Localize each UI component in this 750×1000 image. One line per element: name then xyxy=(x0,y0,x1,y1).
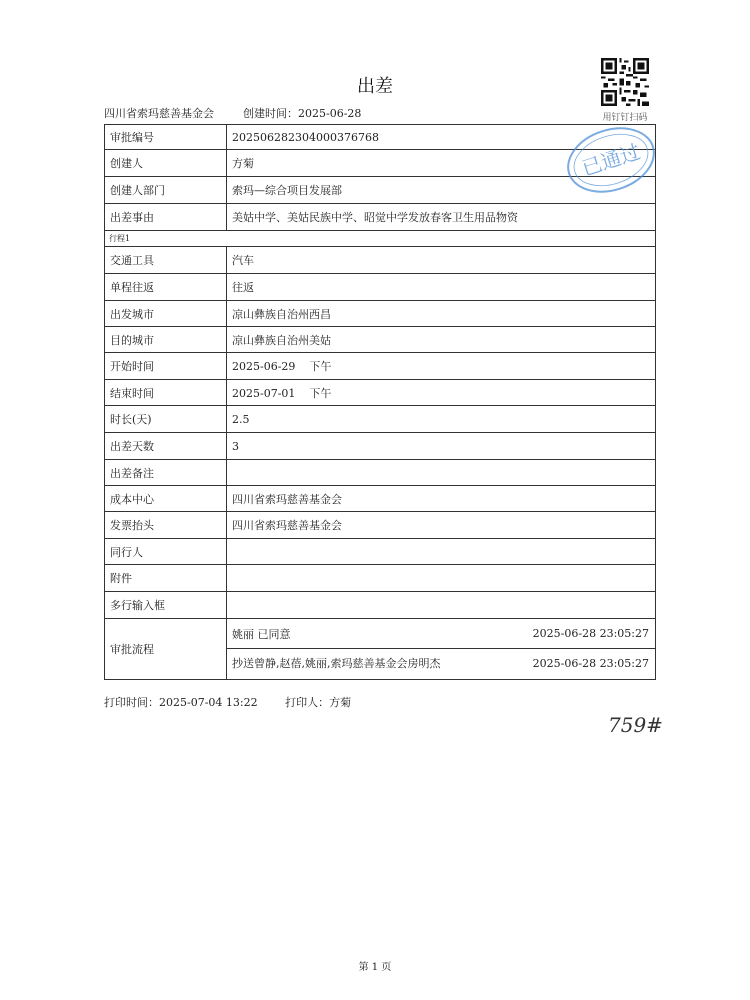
field-value: 2025-06-29 下午 xyxy=(232,360,332,373)
trip-form-table xyxy=(104,124,656,680)
field-label: 出差天数 xyxy=(105,433,227,459)
field-value: 往返 xyxy=(232,281,254,294)
page-number: 第 1 页 xyxy=(358,962,392,973)
field-label: 单程往返 xyxy=(105,274,227,300)
field-value: 凉山彝族自治州美姑 xyxy=(232,333,331,347)
approval-step-time: 2025-06-28 23:05:27 xyxy=(532,656,649,670)
section-label-trip: 行程1 xyxy=(105,231,655,247)
field-label: 同行人 xyxy=(105,539,227,564)
approved-stamp xyxy=(561,122,661,198)
field-label: 目的城市 xyxy=(105,327,227,352)
form-row-trip-days xyxy=(105,433,655,460)
field-label: 审批流程 xyxy=(105,619,227,679)
approval-step xyxy=(227,619,655,648)
stamp-text: 已通过 xyxy=(578,139,644,181)
field-label: 结束时间 xyxy=(105,380,227,405)
field-value: 202506282304000376768 xyxy=(232,130,379,144)
form-row-duration xyxy=(105,406,655,433)
field-value: 凉山彝族自治州西昌 xyxy=(232,307,331,321)
field-value xyxy=(227,565,655,591)
field-value xyxy=(227,539,655,564)
created-time: 创建时间：2025-06-28 xyxy=(243,107,362,120)
print-footer xyxy=(104,694,351,710)
qr-caption: 用钉钉扫码 xyxy=(602,113,648,123)
form-row-trip-type xyxy=(105,274,655,301)
approval-step xyxy=(227,648,655,677)
field-value: 3 xyxy=(232,439,239,453)
form-row-attachments xyxy=(105,565,655,592)
approval-step-text: 抄送曾静,赵蓓,姚丽,索玛慈善基金会房明杰 xyxy=(232,657,441,670)
organization-name: 四川省索玛慈善基金会 xyxy=(104,107,214,120)
form-row-end-time xyxy=(105,380,655,406)
approval-step-time: 2025-06-28 23:05:27 xyxy=(532,627,649,640)
form-row-transport xyxy=(105,247,655,274)
handwritten-note-text: 759# xyxy=(608,713,663,737)
form-row-departure-city xyxy=(105,301,655,327)
field-label: 开始时间 xyxy=(105,353,227,379)
field-label: 时长(天) xyxy=(105,406,227,432)
field-label: 出差事由 xyxy=(105,204,227,230)
form-row-trip-note xyxy=(105,460,655,486)
form-row-reason xyxy=(105,204,655,231)
form-row-invoice-title xyxy=(105,512,655,539)
field-value: 索玛—综合项目发展部 xyxy=(232,184,342,197)
field-value: 2.5 xyxy=(232,412,250,426)
field-label: 发票抬头 xyxy=(105,512,227,538)
field-label: 创建人 xyxy=(105,150,227,176)
field-label: 多行输入框 xyxy=(105,592,227,618)
field-value: 四川省索玛慈善基金会 xyxy=(232,492,342,506)
field-label: 附件 xyxy=(105,565,227,591)
field-value: 汽车 xyxy=(232,254,254,267)
field-value: 2025-07-01 下午 xyxy=(232,386,332,400)
form-row-multiline-input xyxy=(105,592,655,619)
form-row-companions xyxy=(105,539,655,565)
field-label: 成本中心 xyxy=(105,486,227,511)
field-label: 审批编号 xyxy=(105,125,227,149)
document-title: 出差 xyxy=(357,76,393,97)
form-row-cost-center xyxy=(105,486,655,512)
field-value xyxy=(227,460,655,485)
handwritten-note xyxy=(606,702,666,742)
print-time: 打印时间：2025-07-04 13:22 xyxy=(104,696,258,709)
form-row-approval-flow xyxy=(105,619,655,679)
field-label: 出差备注 xyxy=(105,460,227,485)
approval-step-text: 姚丽 已同意 xyxy=(232,627,291,641)
form-row-destination-city xyxy=(105,327,655,353)
qr-code-icon xyxy=(596,58,654,106)
field-value: 美姑中学、美姑民族中学、昭觉中学发放春客卫生用品物资 xyxy=(232,211,518,224)
field-value: 方菊 xyxy=(232,157,254,170)
field-label: 交通工具 xyxy=(105,247,227,273)
field-label: 创建人部门 xyxy=(105,177,227,203)
field-value xyxy=(227,592,655,618)
field-label: 出发城市 xyxy=(105,301,227,326)
approval-flow-cell xyxy=(227,619,655,679)
form-row-start-time xyxy=(105,353,655,380)
field-value: 四川省索玛慈善基金会 xyxy=(232,519,342,532)
printer-name: 打印人：方菊 xyxy=(285,696,352,709)
